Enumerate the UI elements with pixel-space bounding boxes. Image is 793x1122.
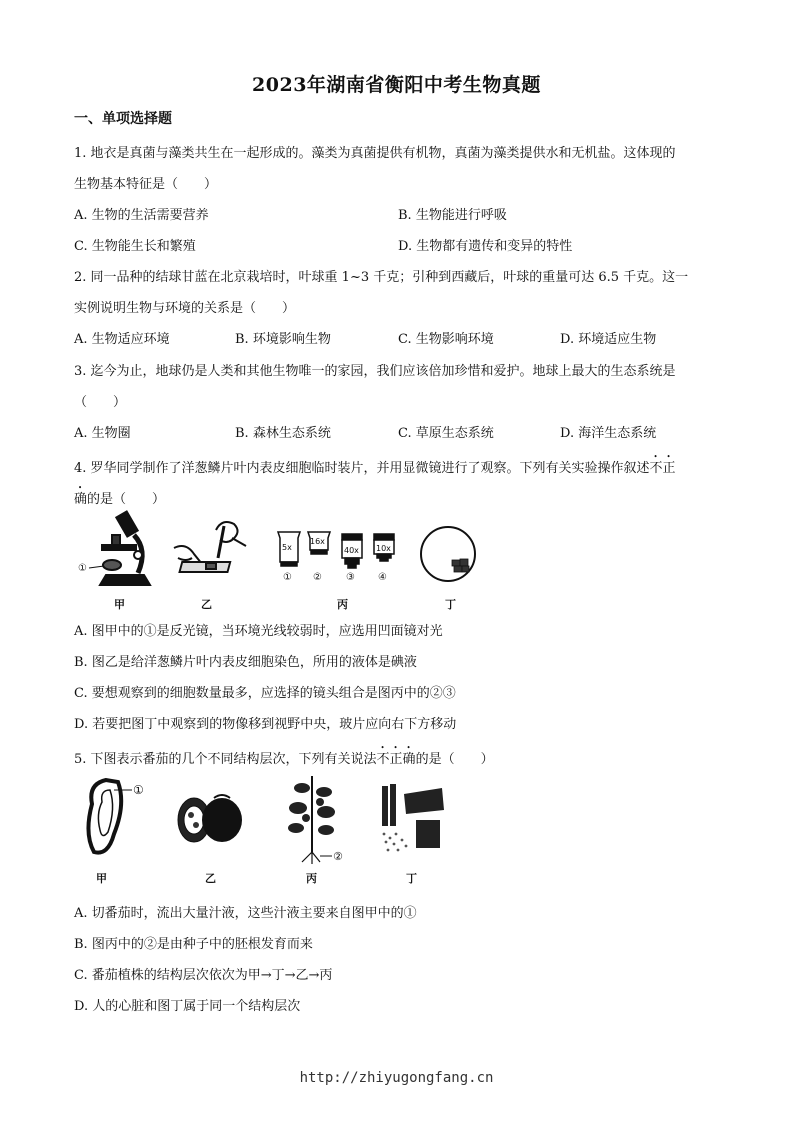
q4-emphasis-2: 确 [74, 492, 88, 507]
lens-num-1: ① [283, 572, 292, 583]
tomato-plant-figure [276, 770, 360, 866]
q4-option-b: B. 图乙是给洋葱鳞片叶内表皮细胞染色，所用的液体是碘液 [74, 655, 417, 670]
q3-option-b: B. 森林生态系统 [235, 426, 331, 441]
lens-num-3: ③ [346, 572, 355, 583]
q2-option-d: D. 环境适应生物 [560, 332, 657, 347]
q2-option-a: A. 生物适应环境 [74, 332, 170, 347]
q3-option-a: A. 生物圈 [74, 426, 131, 441]
q2-option-c: C. 生物影响环境 [398, 332, 494, 347]
q1-option-c: C. 生物能生长和繁殖 [74, 239, 196, 254]
lens-label-1: 5x [282, 543, 292, 552]
q5-fig-label-ding: 丁 [406, 872, 417, 885]
q4-fig-label-jia: 甲 [114, 598, 125, 611]
q2-option-b: B. 环境影响生物 [235, 332, 331, 347]
q3-option-d: D. 海洋生态系统 [560, 426, 657, 441]
section-heading: 一、单项选择题 [74, 111, 172, 127]
q4-fig-label-bing: 丙 [337, 598, 348, 611]
footer-url[interactable]: http://zhiyugongfang.cn [299, 1070, 494, 1086]
lenses-figure [272, 526, 404, 584]
q4-fig-label-yi: 乙 [201, 598, 212, 611]
mirror-mark: ① [78, 563, 87, 574]
q4-emphasis-1: 不正 [649, 461, 676, 476]
lens-num-4: ④ [378, 572, 387, 583]
lens-num-2: ② [313, 572, 322, 583]
tissue-figure [378, 780, 450, 856]
q5-option-c: C. 番茄植株的结构层次依次为甲→丁→乙→丙 [74, 968, 333, 983]
q5-mark-1: ① [133, 783, 144, 797]
q5-option-d: D. 人的心脏和图丁属于同一个结构层次 [74, 999, 301, 1014]
q5-fig-label-yi: 乙 [205, 872, 216, 885]
plant-cell-figure [74, 772, 154, 862]
q4-option-a: A. 图甲中的①是反光镜，当环境光线较弱时，应选用凹面镜对光 [74, 624, 443, 639]
staining-figure [172, 518, 252, 580]
q4-stem-text: 4. 罗华同学制作了洋葱鳞片叶内表皮细胞临时装片，并用显微镜进行了观察。下列有关实验操作叙述 [74, 461, 650, 476]
q5-option-a: A. 切番茄时，流出大量汁液，这些汁液主要来自图甲中的① [74, 906, 417, 921]
q5-emphasis: 不正确 [376, 752, 416, 767]
q4-option-d: D. 若要把图丁中观察到的物像移到视野中央，玻片应向右下方移动 [74, 717, 457, 732]
q1-option-b: B. 生物能进行呼吸 [398, 208, 507, 223]
q4-option-c: C. 要想观察到的细胞数量最多，应选择的镜头组合是图丙中的②③ [74, 686, 456, 701]
tomato-figure [174, 790, 246, 846]
lens-label-3: 40x [344, 546, 359, 555]
q1-stem-line2: 生物基本特征是（ ） [74, 177, 218, 192]
microscope-figure [76, 505, 162, 591]
q5-option-b: B. 图丙中的②是由种子中的胚根发育而来 [74, 937, 313, 952]
q3-stem-line2: （ ） [74, 395, 127, 410]
q1-option-d: D. 生物都有遗传和变异的特性 [398, 239, 573, 254]
q3-stem-line1: 3. 迄今为止，地球仍是人类和其他生物唯一的家园，我们应该倍加珍惜和爱护。地球上最大的生态系统是 [74, 364, 676, 379]
q4-stem-line1 [74, 453, 676, 476]
lens-label-4: 10x [376, 544, 391, 553]
q3-option-c: C. 草原生态系统 [398, 426, 494, 441]
q1-stem-line1: 1. 地衣是真菌与藻类共生在一起形成的。藻类为真菌提供有机物，真菌为藻类提供水和无机盐。这体现的 [74, 146, 676, 161]
q5-stem [74, 744, 494, 767]
q2-stem-line1: 2. 同一品种的结球甘蓝在北京栽培时，叶球重 1~3 千克；引种到西藏后，叶球的重量可达 6.5 千克。这一 [74, 270, 689, 285]
q5-stem-text-2: 的是（ ） [415, 752, 494, 767]
page-title: 2023年湖南省衡阳中考生物真题 [252, 74, 541, 96]
q4-stem-text-2: 的是（ ） [87, 492, 166, 507]
q1-option-a: A. 生物的生活需要营养 [74, 208, 209, 223]
q5-fig-label-jia: 甲 [96, 872, 107, 885]
field-of-view-figure [418, 524, 478, 584]
q4-fig-label-ding: 丁 [445, 598, 456, 611]
q2-stem-line2: 实例说明生物与环境的关系是（ ） [74, 301, 296, 316]
q5-fig-label-bing: 丙 [306, 872, 317, 885]
q4-stem-line2 [74, 484, 165, 507]
q5-stem-text: 5. 下图表示番茄的几个不同结构层次，下列有关说法 [74, 752, 377, 767]
lens-label-2: 16x [310, 537, 325, 546]
q5-mark-2: ② [333, 850, 343, 863]
